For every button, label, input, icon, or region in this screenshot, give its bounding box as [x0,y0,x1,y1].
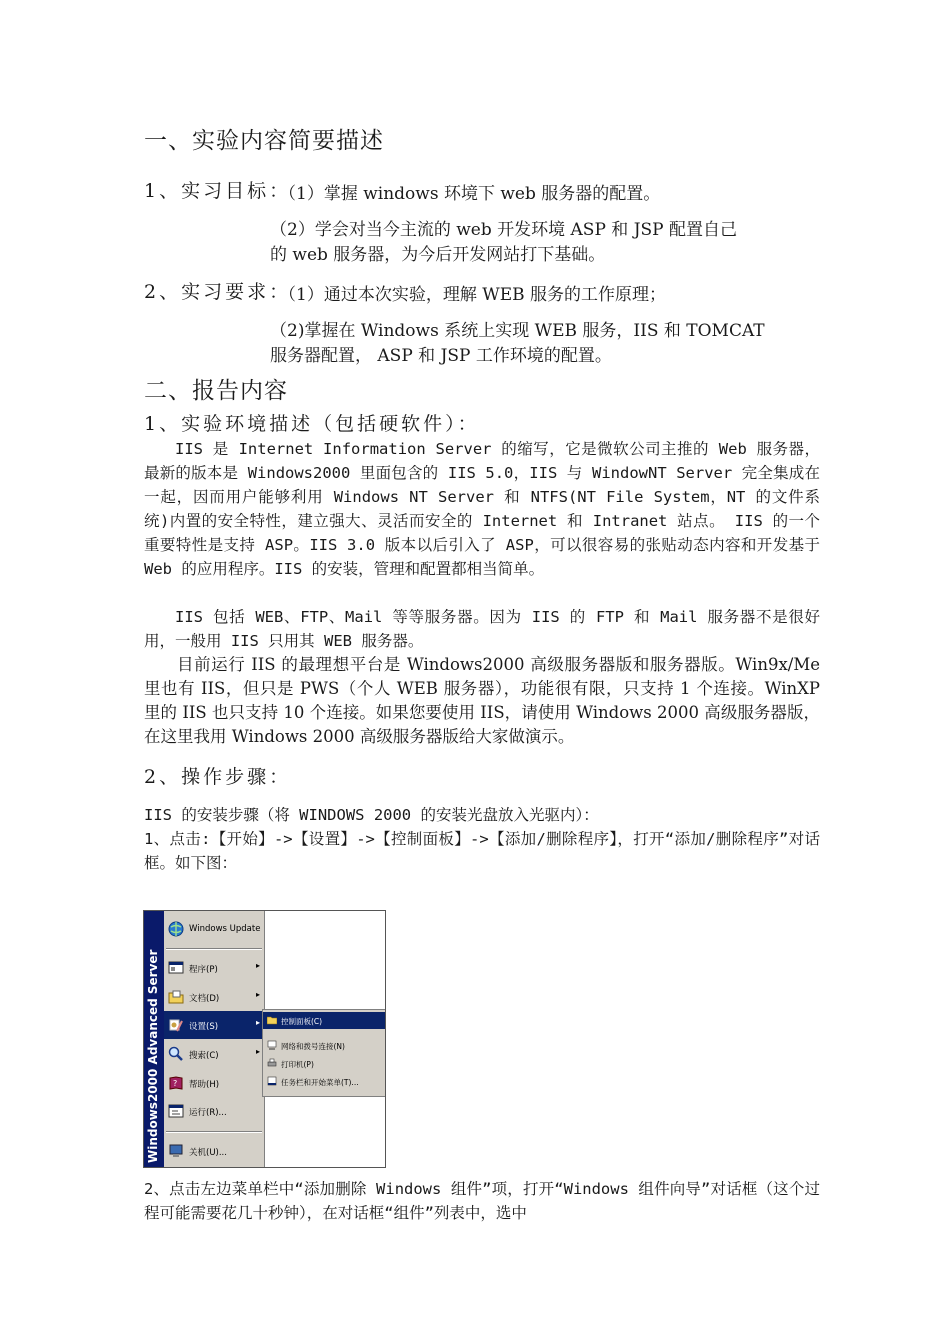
steps-label: 2、操作步骤： [144,766,292,788]
svg-text:?: ? [173,1079,178,1088]
paragraph-iis-platform: 目前运行 IIS 的最理想平台是 Windows2000 高级服务器版和服务器版。Win9x/Me 里也有 IIS，但只是 PWS（个人 WEB 服务器），功能很有限，只支持 1 个连接。WinXP 里的 IIS 也只支持 10 个连接。如果您要使用 IIS，请使用 Windows 2000 高级服务器版，在这里我用 Windows 2000 高级服务器版给大家做演示。 [144,655,820,746]
environment-label: 1、实验环境描述（包括硬软件）： [144,413,480,435]
menu-item-label: Windows Update [189,924,261,934]
globe-icon [168,921,184,937]
documents-icon [168,989,184,1005]
menu-item-programs[interactable] [164,954,264,982]
start-menu [144,911,265,1167]
menu-separator [166,948,262,950]
printer-icon [267,1058,277,1068]
goal-item-2b: 的 web 服务器，为今后开发网站打下基础。 [270,245,606,265]
goal-item-2a: （2）学会对当今主流的 web 开发环境 ASP 和 JSP 配置自己 [270,220,737,240]
settings-submenu [262,1009,386,1097]
submenu-item-printers[interactable] [263,1055,386,1072]
menu-item-label: 搜索(C) [189,1051,219,1061]
start-menu-screenshot [143,910,386,1168]
menu-item-label: 帮助(H) [189,1080,220,1090]
menu-item-shutdown[interactable] [164,1137,264,1165]
menu-separator [166,1131,262,1133]
requirement-item-2a: （2)掌握在 Windows 系统上实现 WEB 服务，IIS 和 TOMCAT [270,321,765,341]
submenu-item-label: 打印机(P) [281,1060,314,1069]
programs-icon [168,960,184,976]
menu-item-search[interactable] [164,1040,264,1068]
menu-item-help[interactable] [164,1069,264,1097]
submenu-arrow-icon: ▸ [255,1047,260,1056]
submenu-item-label: 控制面板(C) [281,1017,323,1026]
section2-heading: 二、报告内容 [144,378,288,404]
submenu-arrow-icon: ▸ [255,1018,260,1027]
menu-item-label: 运行(R)... [189,1108,227,1118]
submenu-item-label: 网络和拨号连接(N) [281,1042,345,1051]
submenu-arrow-icon: ▸ [255,990,260,999]
settings-icon [168,1017,184,1033]
menu-item-label: 关机(U)... [189,1148,227,1158]
submenu-arrow-icon: ▸ [255,961,260,970]
taskbar-icon [267,1076,277,1086]
submenu-item-taskbar[interactable] [263,1073,386,1090]
banner-text: Windows2000 Advanced Server [146,949,160,1163]
search-icon [168,1046,184,1062]
start-menu-banner [144,911,164,1167]
requirement-item-1: （1）通过本次实验，理解 WEB 服务的工作原理； [279,285,666,305]
menu-item-documents[interactable] [164,983,264,1011]
menu-item-run[interactable] [164,1097,264,1125]
submenu-item-label: 任务栏和开始菜单(T)... [281,1078,359,1087]
network-icon [267,1040,277,1050]
submenu-item-network[interactable] [263,1037,386,1054]
menu-item-settings[interactable] [164,1011,264,1039]
paragraph-iis-intro: IIS 是 Internet Information Server 的缩写，它是微软公司主推的 Web 服务器， 最新的版本是 Windows2000 里面包含的 IIS 5.0，IIS 与 WindowNT Server 完全集成在一起，因而用户能够利用 Windows NT Server 和 NTFS(NT File System，NT 的文件系统)内置的安全特性，建立强大、灵活而安全的 Internet 和 Intranet 站点。 IIS 的一个重要特性是支持 ASP。IIS 3.0 版本以后引入了 ASP，可以很容易的张贴动态内容和开发基于 Web 的应用程序。IIS 的安装，管理和配置都相当简单。 [144,440,820,578]
menu-item-windows-update[interactable] [164,915,264,943]
requirement-item-2b: 服务器配置， ASP 和 JSP 工作环境的配置。 [270,346,612,366]
menu-item-label: 文档(D) [189,994,220,1004]
requirement-label: 2、实习要求： [144,281,292,303]
submenu-item-control-panel[interactable] [263,1012,386,1029]
goal-item-1: （1）掌握 windows 环境下 web 服务器的配置。 [279,184,661,204]
paragraph-iis-services: IIS 包括 WEB、FTP、Mail 等等服务器。因为 IIS 的 FTP 和 Mail 服务器不是很好用，一般用 IIS 只用其 WEB 服务器。 [144,608,820,650]
control-panel-icon [267,1015,277,1025]
run-icon [168,1103,184,1119]
menu-item-label: 设置(S) [189,1022,219,1032]
shutdown-icon [168,1143,184,1159]
section1-heading: 一、实验内容简要描述 [144,128,384,154]
goal-label: 1、实习目标： [144,180,292,202]
install-title: IIS 的安装步骤（将 WINDOWS 2000 的安装光盘放入光驱内）： [144,806,599,824]
help-icon [168,1075,184,1091]
menu-item-label: 程序(P) [189,965,218,975]
step-2-text: 2、点击左边菜单栏中“添加删除 Windows 组件”项，打开“Windows 组件向导”对话框（这个过程可能需要花几十秒钟），在对话框“组件”列表中，选中 [144,1180,820,1222]
step-1-text: 1、点击:【开始】->【设置】->【控制面板】->【添加/删除程序】，打开“添加/删除程序”对话框。如下图： [144,830,820,872]
